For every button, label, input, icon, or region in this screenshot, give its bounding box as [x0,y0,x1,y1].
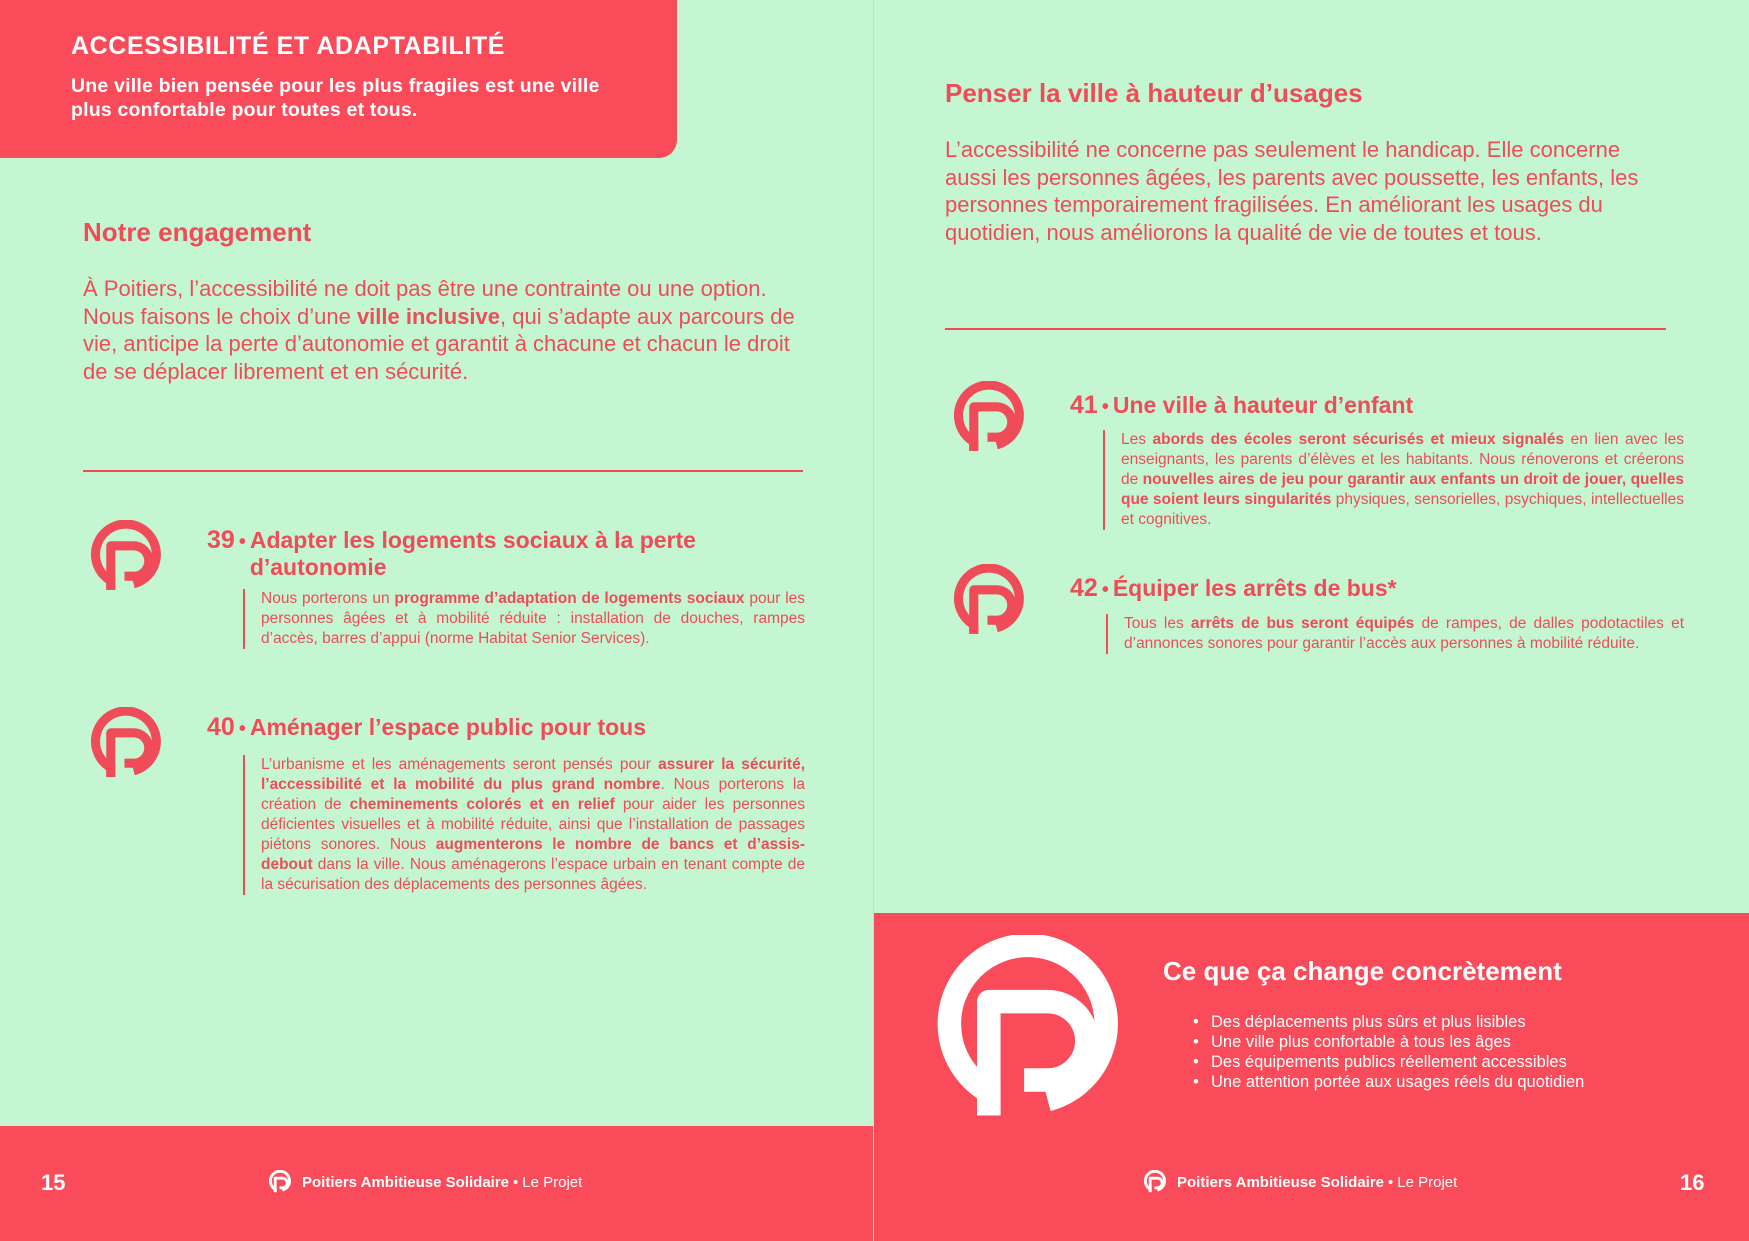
proposal-39-title: 39 • Adapter les logements sociaux à la perte d’autonomie [207,526,696,580]
proposal-42-text: Tous les arrêts de bus seront équipés de rampes, de dalles podotactiles et d’annonces sonores pour garantir l’accès aux personnes à mobilité réduite. [1106,614,1684,654]
footer-brand: Poitiers Ambitieuse Solidaire • Le Projet [1143,1170,1457,1194]
proposal-number: 42 [1070,574,1098,602]
proposal-39-text: Nous porterons un programme d’adaptation de logements sociaux pour les personnes âgées et à mobilité réduite : installation de douches, rampes d’accès, barres d’appui (norme Habitat Senior Services). [243,589,805,649]
engagement-para-1: À Poitiers, l’accessibilité ne doit pas être une contrainte ou une option. [83,276,767,301]
proposal-number: 39 [207,526,235,554]
usages-heading: Penser la ville à hauteur d’usages [945,78,1363,108]
page-number: 15 [41,1170,66,1195]
proposal-42-title: 42 • Équiper les arrêts de bus* [1070,574,1397,602]
footer-brand: Poitiers Ambitieuse Solidaire • Le Projet [268,1170,582,1194]
proposal-41-text: Les abords des écoles seront sécurisés et mieux signalés en lien avec les enseignants, les parents d’élèves et les habitants. Nous rénoverons et créerons de nouvelles aires de jeu pour garantir aux enfants un droit de jouer, quelles que soient leurs singularités physiques, sensorielles, psychiques, intellectuelles et cognitives. [1103,430,1684,530]
engagement-heading: Notre engagement [83,217,312,247]
pas-logo-icon [268,1170,292,1194]
change-list [1193,1012,1584,1092]
section-subtitle: Une ville bien pensée pour les plus fragiles est une ville plus confortable pour toutes et tous. [71,75,600,121]
divider [83,470,803,472]
pas-logo-icon [951,381,1027,457]
list-item: • Une attention portée aux usages réels du quotidien [1193,1072,1584,1092]
proposal-number: 41 [1070,391,1098,419]
proposal-40-text: L’urbanisme et les aménagements seront pensés pour assurer la sécurité, l’accessibilité et la mobilité du plus grand nombre. Nous porterons la création de cheminements colorés et en relief pour aider les personnes déficientes visuelles et à mobilité réduite, ainsi que l’installation de passages piétons sonores. Nous augmenterons le nombre de bancs et d’assis-debout dans la ville. Nous aménagerons l’espace urbain en tenant compte de la sécurisation des déplacements des personnes âgées. [243,755,805,895]
section-title: ACCESSIBILITÉ ET ADAPTABILITÉ [71,32,506,60]
list-item: • Des équipements publics réellement accessibles [1193,1052,1584,1072]
page-number: 16 [1680,1170,1705,1195]
engagement-highlight: ville inclusive [356,303,501,329]
proposal-number: 40 [207,713,235,741]
proposal-40-title: 40 • Aménager l’espace public pour tous [207,713,647,741]
pas-logo-icon [1143,1170,1167,1194]
list-item: • Des déplacements plus sûrs et plus lisibles [1193,1012,1584,1032]
usages-text: L’accessibilité ne concerne pas seulement le handicap. Elle concerne aussi les personnes âgées, les parents avec poussette, les enfants, les personnes temporairement fragilisées. En améliorant les usages du quotidien, nous améliorons la qualité de vie de toutes et tous. [945,137,1639,245]
change-title: Ce que ça change concrètement [1163,956,1562,986]
divider [945,328,1666,330]
pas-logo-icon [88,520,164,596]
list-item: • Une ville plus confortable à tous les âges [1193,1032,1584,1052]
pas-logo-icon [88,707,164,783]
pas-logo-icon [951,564,1027,640]
proposal-41-title: 41 • Une ville à hauteur d’enfant [1070,391,1414,419]
engagement-text: À Poitiers, l’accessibilité ne doit pas être une contrainte ou une option. Nous faisons le choix d’une ville inclusive, qui s’adapte aux parcours de vie, anticipe la perte d’autonomie et garantit à chacune et chacun le droit de se déplacer librement et en sécurité. [83,276,795,384]
section-header [0,0,677,158]
pas-logo-icon [930,935,1126,1131]
